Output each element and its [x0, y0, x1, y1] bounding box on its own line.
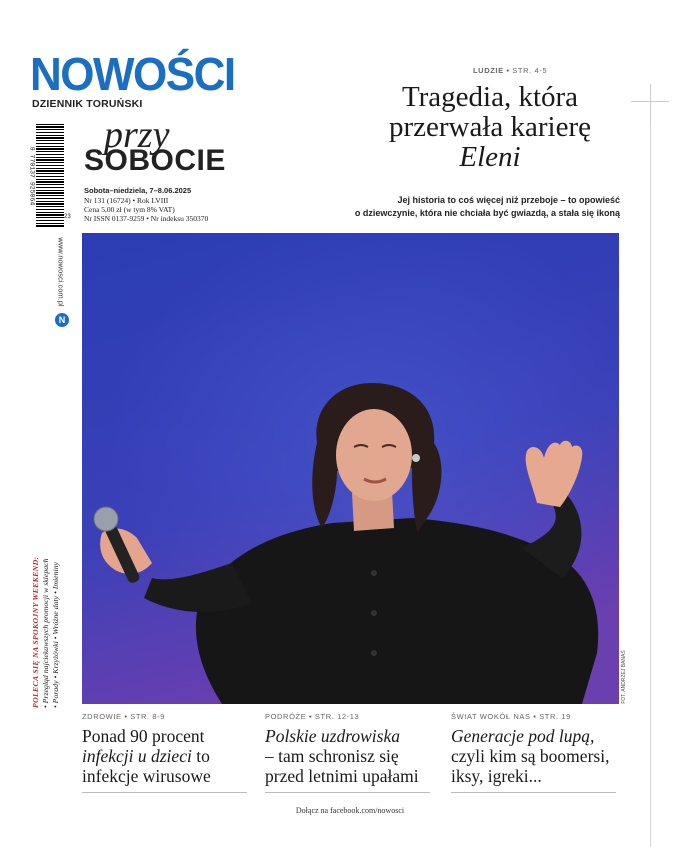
teaser-divider: [82, 792, 247, 793]
teaser-kicker: ZDROWIE • STR. 8-9: [82, 712, 166, 721]
issue-issn: Nr ISSN 0137-9259 • Nr indeksu 350370: [84, 214, 209, 223]
footer-facebook-link[interactable]: Dołącz na facebook.com/nowosci: [295, 806, 405, 815]
website-link[interactable]: www.nowosci.com.pl: [56, 237, 66, 307]
barcode-digits: 9 770137 925064: [28, 146, 36, 206]
brand-badge-icon: N: [55, 313, 69, 327]
edition-date: Sobota–niedziela, 7–8.06.2025: [84, 186, 192, 195]
lead-headline-name[interactable]: Eleni: [459, 141, 521, 173]
side-teaser: [28, 540, 64, 708]
teaser-kicker: ŚWIAT WOKÓŁ NAS • STR. 19: [451, 712, 571, 721]
side-teaser-line: • Przegląd najciekawszych promocji w sklepach: [41, 558, 50, 708]
photo-credit: FOT. ANDRZEJ BANAŚ: [621, 650, 627, 704]
lead-pages: STR. 4-5: [512, 66, 548, 75]
lead-dek: o dziewczynie, która nie chciała być gwiazdą, a stała się ikoną: [354, 208, 620, 218]
masthead-subtitle: DZIENNIK TORUŃSKI: [32, 98, 143, 110]
teaser-text: Polskie uzdrowiska – tam schronisz się przed letnimi upałami: [265, 726, 419, 786]
teaser-text: Generacje pod lupą, czyli kim są boomersi, iksy, igreki...: [451, 726, 610, 786]
barcode: [36, 124, 64, 228]
teaser-divider: [265, 792, 430, 793]
teaser-world[interactable]: [451, 712, 621, 793]
issue-number: Nr 131 (16724) • Rok LVIII: [84, 196, 169, 205]
lead-photo[interactable]: [82, 233, 619, 704]
teaser-health[interactable]: [82, 712, 252, 793]
teaser-travel[interactable]: [265, 712, 435, 793]
side-teaser-line: • Porady • Krzyżówki • Wróżne daty • Imieniny: [51, 561, 60, 708]
lead-section: LUDZIE: [473, 66, 504, 75]
crop-mark: [650, 84, 651, 124]
lead-headline-line[interactable]: Tragedia, która: [401, 81, 579, 113]
edition-word-przy: przy: [104, 114, 170, 156]
issue-price: Cena 5,00 zł (w tym 8% VAT): [84, 205, 175, 214]
page-frame-rule: [650, 124, 651, 847]
side-teaser-title: POLECA SIĘ NA SPOKOJNY WEEKEND:: [31, 556, 40, 708]
teaser-divider: [451, 792, 616, 793]
singer-illustration: [82, 233, 619, 704]
lead-headline-line[interactable]: przerwała karierę: [388, 111, 592, 143]
teaser-text: Ponad 90 procent infekcji u dzieci to infekcje wirusowe: [82, 726, 211, 786]
lead-dek: Jej historia to coś więcej niż przeboje – to opowieść: [397, 195, 620, 205]
barcode-issue-number: 23: [64, 214, 71, 220]
teaser-kicker: PODRÓŻE • STR. 12-13: [265, 712, 360, 721]
masthead-logo: NOWOŚCI: [30, 48, 235, 101]
lead-kicker: LUDZIE • STR. 4-5: [473, 66, 548, 75]
edition-word-sobocie: SOBOCIE: [84, 144, 226, 177]
